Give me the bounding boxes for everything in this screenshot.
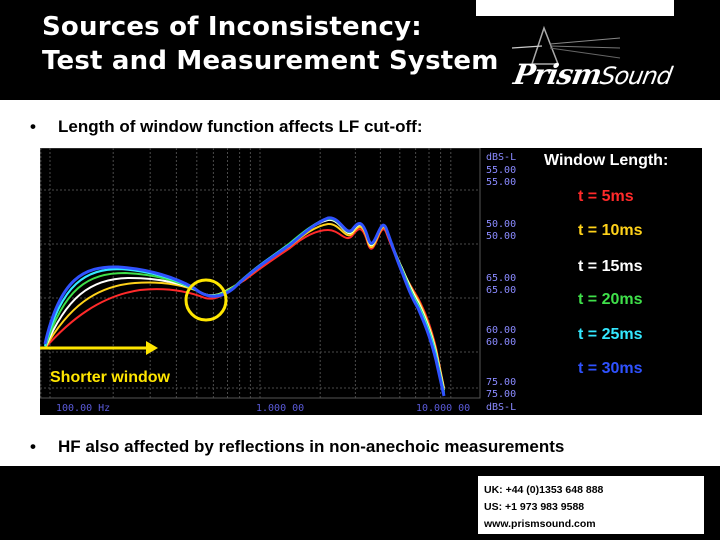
chart-svg [40,148,530,415]
logo-wordmark-prism: Prism [511,58,604,91]
bullet-text: Length of window function affects LF cut-off: [58,117,423,136]
prism-sound-logo [510,18,700,98]
header-accent-bar [476,0,674,16]
chart-grid-vertical [41,148,451,398]
logo-wordmark-sound: Sound [598,62,674,90]
legend-item-t10: t = 10ms [578,222,643,239]
legend-item-t15: t = 15ms [578,258,643,275]
right-axis-label-1b: 55.00 [486,177,517,188]
bullet-hf-reflections [30,437,564,457]
curve-t10 [45,224,444,388]
x-label-100hz: 100.00 Hz [56,403,111,414]
frequency-response-chart [40,148,530,415]
x-axis-labels [56,403,470,414]
right-axis-label-3a: 65.00 [486,273,517,284]
legend-item-t20: t = 20ms [578,291,643,308]
curve-t5 [45,229,444,388]
right-axis-label-2a: 50.00 [486,219,517,230]
curve-t20 [45,219,444,392]
contact-us-phone: US: +1 973 983 9588 [484,501,585,513]
legend-item-t30: t = 30ms [578,360,643,377]
right-axis-label-5a: 75.00 [486,377,517,388]
title-line-2: Test and Measurement System [42,46,499,76]
logo-wordmark [511,58,674,91]
bullet-dot: • [30,117,36,136]
curve-t15 [45,220,444,390]
window-length-legend [530,148,702,415]
right-axis-label-5b: 75.00 [486,389,517,400]
right-axis-label-4a: 60.00 [486,325,517,336]
bullet-dot: • [30,437,36,456]
slide-header [0,0,720,100]
annotation-arrow-head [146,341,158,355]
title-line-1: Sources of Inconsistency: [42,12,422,42]
contact-uk-phone: UK: +44 (0)1353 648 888 [484,484,604,496]
bullet-text: HF also affected by reflections in non-anechoic measurements [58,437,565,456]
contact-website[interactable]: www.prismsound.com [484,518,596,530]
legend-item-t5: t = 5ms [578,188,634,205]
slide-title [42,10,499,78]
right-axis-label-2b: 50.00 [486,231,517,242]
right-axis-label-1a: 55.00 [486,165,517,176]
right-axis-top: dBS-L [486,152,517,163]
lf-highlight-circle [186,280,226,320]
contact-box [478,476,704,534]
x-label-1k: 1.000 00 [256,403,305,414]
legend-item-t25: t = 25ms [578,326,643,343]
right-axis-label-4b: 60.00 [486,337,517,348]
right-axis-label-3b: 65.00 [486,285,517,296]
x-label-10k: 10.000 00 [416,403,471,414]
shorter-window-label: Shorter window [50,369,170,386]
right-axis-bottom: dBS-L [486,402,517,413]
bullet-window-length [30,117,423,137]
right-axis-labels [486,152,516,413]
legend-title: Window Length: [544,152,669,169]
